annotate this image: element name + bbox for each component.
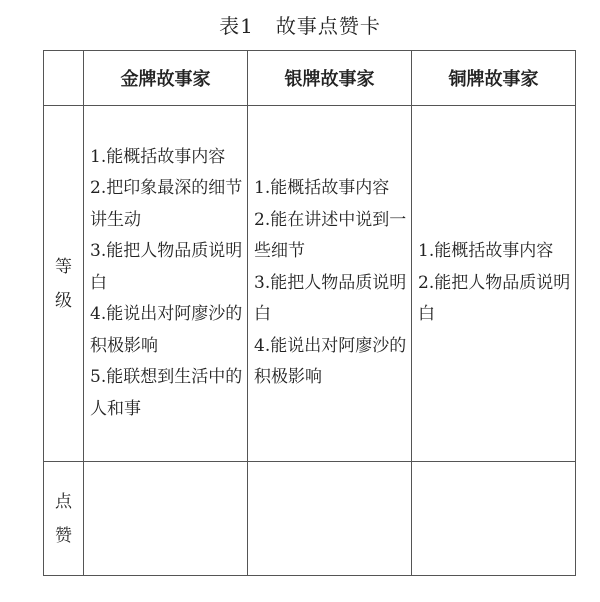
list-item: 2.能把人物品质说明白 xyxy=(418,272,571,325)
gold-storyteller-header: 金牌故事家 xyxy=(84,51,248,106)
gold-criteria-cell xyxy=(84,106,248,462)
bronze-likes-cell[interactable] xyxy=(412,462,576,576)
list-item: 2.能在讲述中说到一些细节 xyxy=(254,209,407,262)
list-item: 4.能说出对阿廖沙的积极影响 xyxy=(90,304,243,356)
corner-cell xyxy=(44,51,84,106)
list-item: 2.把印象最深的细节讲生动 xyxy=(90,178,243,230)
silver-criteria-list xyxy=(254,173,407,394)
list-item: 1.能概括故事内容 xyxy=(418,241,554,262)
gold-likes-cell[interactable] xyxy=(84,462,248,576)
bronze-storyteller-header: 铜牌故事家 xyxy=(412,51,576,106)
list-item: 1.能概括故事内容 xyxy=(254,178,390,199)
silver-likes-cell[interactable] xyxy=(248,462,412,576)
list-item: 3.能把人物品质说明白 xyxy=(90,241,243,293)
levels-row-label: 等 级 xyxy=(44,106,84,462)
table-number: 表1 xyxy=(219,14,254,38)
levels-row xyxy=(44,106,576,462)
list-item: 1.能概括故事内容 xyxy=(90,146,226,167)
table-caption xyxy=(0,10,600,39)
likes-row xyxy=(44,462,576,576)
gold-criteria-list xyxy=(90,142,243,426)
list-item: 3.能把人物品质说明白 xyxy=(254,272,407,325)
header-row xyxy=(44,51,576,106)
silver-criteria-cell xyxy=(248,106,412,462)
bronze-criteria-cell xyxy=(412,106,576,462)
list-item: 5.能联想到生活中的人和事 xyxy=(90,367,243,419)
table-title: 故事点赞卡 xyxy=(275,14,381,38)
list-item: 4.能说出对阿廖沙的积极影响 xyxy=(254,335,407,388)
story-like-card-table xyxy=(43,50,576,576)
silver-storyteller-header: 银牌故事家 xyxy=(248,51,412,106)
bronze-criteria-list xyxy=(418,236,571,331)
likes-row-label: 点 赞 xyxy=(44,462,84,576)
